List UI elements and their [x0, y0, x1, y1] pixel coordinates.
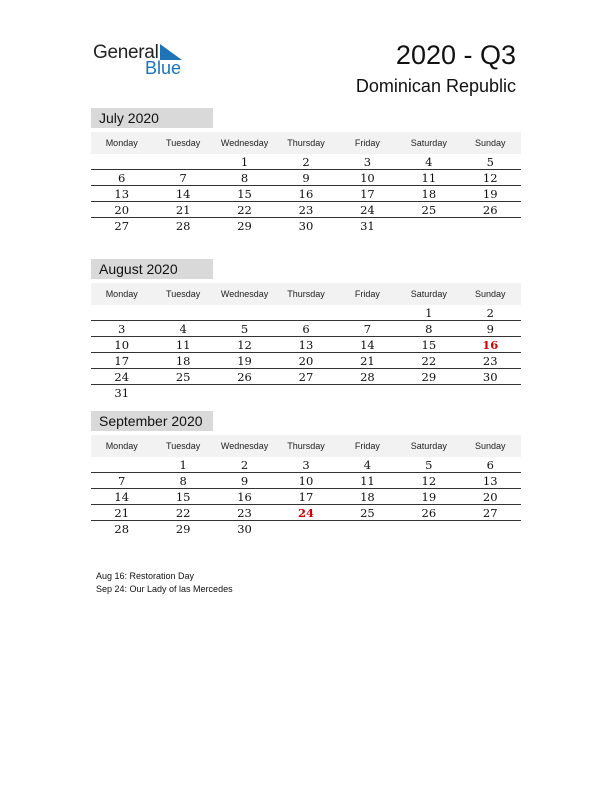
- day-cell: 21: [114, 506, 130, 520]
- day-cell: 14: [360, 338, 375, 352]
- holiday-note: Sep 24: Our Lady of las Mercedes: [96, 584, 233, 594]
- weekday-header-row: [91, 283, 521, 305]
- day-cell: 28: [114, 522, 130, 536]
- day-cell: 27: [482, 506, 498, 520]
- day-cell: 14: [114, 490, 130, 504]
- empty-day-cell: [275, 305, 336, 320]
- country-name: Dominican Republic: [355, 76, 516, 96]
- generalblue-logo: [93, 42, 193, 82]
- week-row: [91, 457, 521, 473]
- day-cell: 26: [421, 506, 437, 520]
- holiday-note: Aug 16: Restoration Day: [96, 571, 195, 581]
- empty-day-cell: [91, 457, 152, 472]
- day-cell: 9: [302, 171, 310, 185]
- weekday-label: Tuesday: [166, 289, 201, 299]
- day-cell: 8: [240, 171, 249, 185]
- day-cell: 17: [360, 187, 375, 201]
- day-cell: 1: [240, 155, 249, 169]
- day-cell: 15: [175, 490, 191, 504]
- day-cell: 23: [298, 203, 314, 217]
- holiday-notes: [96, 570, 233, 596]
- day-cell: 20: [298, 354, 314, 368]
- weekday-label: Tuesday: [166, 138, 201, 148]
- holiday-day-cell: 24: [297, 506, 314, 520]
- empty-day-cell: [152, 305, 213, 320]
- day-cell: 30: [237, 522, 252, 536]
- day-cell: 22: [175, 506, 191, 520]
- day-cell: 2: [486, 306, 494, 320]
- day-cell: 8: [179, 474, 187, 488]
- day-cell: 7: [118, 474, 126, 488]
- weekday-label: Friday: [354, 289, 380, 299]
- empty-day-cell: [460, 385, 521, 401]
- day-cell: 30: [482, 370, 498, 384]
- day-cell: 19: [482, 187, 498, 201]
- empty-day-cell: [398, 385, 459, 401]
- week-row: [91, 505, 521, 521]
- day-cell: 14: [175, 187, 191, 201]
- day-cell: 3: [118, 322, 126, 336]
- month-calendar-september: [91, 411, 521, 537]
- week-row: [91, 202, 521, 218]
- day-cell: 4: [179, 322, 187, 336]
- day-cell: 6: [302, 322, 310, 336]
- day-cell: 10: [298, 474, 314, 488]
- weekday-label: Monday: [105, 138, 138, 148]
- month-calendar-july: [91, 108, 521, 234]
- day-cell: 20: [114, 203, 130, 217]
- weekday-label: Saturday: [410, 441, 447, 451]
- day-cell: 13: [114, 187, 130, 201]
- day-cell: 10: [114, 338, 130, 352]
- day-cell: 30: [298, 219, 314, 233]
- empty-day-cell: [337, 521, 398, 537]
- day-cell: 13: [482, 474, 498, 488]
- day-cell: 2: [240, 458, 249, 472]
- empty-day-cell: [91, 305, 152, 320]
- day-cell: 17: [114, 354, 130, 368]
- weekday-label: Tuesday: [166, 441, 201, 451]
- week-row: [91, 186, 521, 202]
- day-cell: 25: [421, 203, 437, 217]
- weekday-label: Wednesday: [220, 289, 269, 299]
- empty-day-cell: [460, 521, 521, 537]
- day-cell: 27: [114, 219, 130, 233]
- weekday-label: Saturday: [410, 289, 447, 299]
- empty-day-cell: [275, 385, 336, 401]
- day-cell: 5: [486, 155, 494, 169]
- logo-text-general: General: [93, 42, 159, 63]
- empty-day-cell: [214, 305, 275, 320]
- day-cell: 24: [114, 370, 130, 384]
- day-cell: 23: [482, 354, 498, 368]
- week-row: [91, 385, 521, 401]
- day-cell: 11: [175, 338, 191, 352]
- day-cell: 2: [302, 155, 310, 169]
- day-cell: 24: [360, 203, 375, 217]
- week-row: [91, 489, 521, 505]
- week-row: [91, 154, 521, 170]
- day-cell: 18: [421, 187, 437, 201]
- day-cell: 5: [425, 458, 433, 472]
- day-cell: 21: [360, 354, 375, 368]
- weekday-label: Wednesday: [220, 138, 269, 148]
- day-cell: 10: [360, 171, 375, 185]
- day-cell: 5: [240, 322, 249, 336]
- day-cell: 4: [425, 155, 433, 169]
- empty-day-cell: [398, 218, 459, 234]
- day-cell: 31: [360, 219, 375, 233]
- day-cell: 7: [179, 171, 187, 185]
- weekday-label: Sunday: [474, 441, 506, 451]
- day-cell: 3: [302, 458, 310, 472]
- weekday-label: Friday: [354, 138, 380, 148]
- day-cell: 29: [237, 219, 252, 233]
- day-cell: 7: [363, 322, 372, 336]
- week-row: [91, 337, 521, 353]
- weekday-label: Thursday: [287, 138, 325, 148]
- empty-day-cell: [214, 385, 275, 401]
- empty-day-cell: [91, 154, 152, 169]
- day-cell: 28: [360, 370, 375, 384]
- day-cell: 26: [482, 203, 498, 217]
- month-title: August 2020: [91, 259, 213, 279]
- weekday-label: Wednesday: [220, 441, 269, 451]
- logo-text-blue: Blue: [145, 58, 182, 78]
- day-cell: 9: [486, 322, 494, 336]
- day-cell: 25: [360, 506, 375, 520]
- week-row: [91, 473, 521, 489]
- day-cell: 22: [237, 203, 252, 217]
- day-cell: 26: [237, 370, 252, 384]
- day-cell: 12: [237, 338, 252, 352]
- weekday-header-row: [91, 435, 521, 457]
- day-cell: 16: [298, 187, 314, 201]
- weekday-header-row: [91, 132, 521, 154]
- day-cell: 15: [237, 187, 252, 201]
- month-calendar-august: [91, 259, 521, 401]
- holiday-day-cell: 16: [482, 338, 499, 352]
- day-cell: 12: [482, 171, 498, 185]
- weekday-label: Monday: [105, 289, 138, 299]
- day-cell: 9: [240, 474, 249, 488]
- day-cell: 21: [175, 203, 191, 217]
- empty-day-cell: [337, 305, 398, 320]
- month-title: September 2020: [91, 411, 213, 431]
- day-cell: 31: [114, 386, 130, 400]
- day-cell: 22: [421, 354, 437, 368]
- weekday-label: Saturday: [410, 138, 447, 148]
- weekday-label: Sunday: [474, 138, 506, 148]
- empty-day-cell: [398, 521, 459, 537]
- day-cell: 23: [237, 506, 252, 520]
- weekday-label: Monday: [105, 441, 138, 451]
- empty-day-cell: [152, 154, 213, 169]
- day-cell: 6: [486, 458, 494, 472]
- week-row: [91, 321, 521, 337]
- week-row: [91, 369, 521, 385]
- page-title: 2020 - Q3: [395, 40, 516, 70]
- day-cell: 18: [360, 490, 375, 504]
- day-cell: 12: [421, 474, 437, 488]
- day-cell: 20: [482, 490, 498, 504]
- day-cell: 15: [421, 338, 437, 352]
- day-cell: 29: [421, 370, 437, 384]
- day-cell: 16: [237, 490, 252, 504]
- month-title: July 2020: [91, 108, 213, 128]
- day-cell: 19: [237, 354, 252, 368]
- day-cell: 3: [363, 155, 372, 169]
- day-cell: 28: [175, 219, 191, 233]
- day-cell: 11: [421, 171, 437, 185]
- empty-day-cell: [460, 218, 521, 234]
- day-cell: 25: [175, 370, 191, 384]
- weekday-label: Thursday: [287, 289, 325, 299]
- day-cell: 27: [298, 370, 314, 384]
- day-cell: 19: [421, 490, 437, 504]
- week-row: [91, 353, 521, 369]
- day-cell: 1: [425, 306, 433, 320]
- empty-day-cell: [275, 521, 336, 537]
- day-cell: 8: [425, 322, 433, 336]
- day-cell: 6: [118, 171, 126, 185]
- week-row: [91, 170, 521, 186]
- week-row: [91, 305, 521, 321]
- empty-day-cell: [337, 385, 398, 401]
- weekday-label: Friday: [354, 441, 380, 451]
- day-cell: 1: [179, 458, 187, 472]
- weekday-label: Sunday: [474, 289, 506, 299]
- day-cell: 11: [360, 474, 375, 488]
- weekday-label: Thursday: [287, 441, 325, 451]
- empty-day-cell: [152, 385, 213, 401]
- day-cell: 4: [363, 458, 372, 472]
- week-row: [91, 218, 521, 234]
- day-cell: 18: [175, 354, 191, 368]
- day-cell: 13: [298, 338, 314, 352]
- day-cell: 29: [175, 522, 191, 536]
- day-cell: 17: [298, 490, 314, 504]
- week-row: [91, 521, 521, 537]
